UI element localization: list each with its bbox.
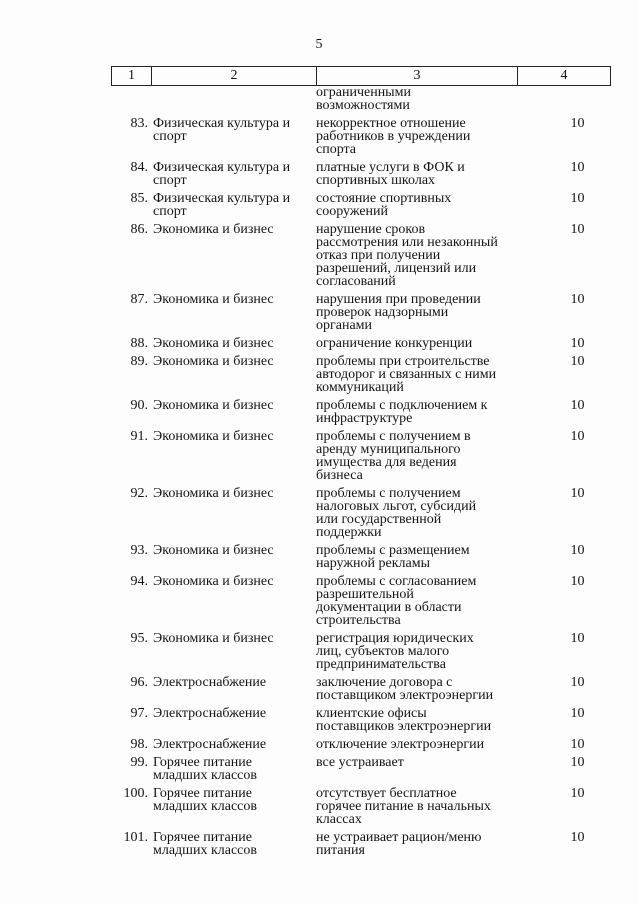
table-row	[111, 787, 611, 826]
problem-line: нарушение сроков	[316, 222, 426, 237]
problem-line: предпринимательства	[316, 657, 446, 672]
problem-line: строительства	[316, 613, 401, 628]
table-row	[111, 223, 611, 288]
row-score: 10	[570, 543, 585, 558]
problem-line: заключение договора с	[316, 675, 453, 690]
row-number: 97.	[130, 706, 148, 721]
category-line: Горячее питание	[153, 830, 252, 845]
problem-line: классах	[316, 812, 362, 827]
problem-line: коммуникаций	[316, 380, 404, 395]
row-score: 10	[570, 292, 585, 307]
row-category	[148, 355, 311, 394]
row-number: 93.	[130, 543, 148, 558]
row-score	[514, 86, 611, 112]
row-number: 95.	[130, 631, 148, 646]
problem-line: отказ при получении	[316, 248, 441, 263]
category-line: Экономика и бизнес	[153, 429, 274, 444]
problem-line: проблемы с размещением	[316, 543, 470, 558]
problem-line: или государственной	[316, 512, 442, 527]
category-line: Экономика и бизнес	[153, 543, 274, 558]
problem-line: отключение электроэнергии	[316, 737, 485, 752]
table-row	[111, 756, 611, 782]
row-score: 10	[570, 786, 585, 801]
category-line: Экономика и бизнес	[153, 354, 274, 369]
problem-line: ограниченными	[316, 85, 411, 100]
problem-line: органами	[316, 318, 373, 333]
problem-line: проблемы при строительстве	[316, 354, 490, 369]
row-category	[148, 738, 311, 751]
table-row	[111, 293, 611, 332]
problem-line: платные услуги в ФОК и	[316, 160, 465, 175]
problem-line: питания	[316, 843, 365, 858]
row-category	[148, 117, 311, 156]
row-number: 98.	[130, 737, 148, 752]
problem-line: проверок надзорными	[316, 305, 449, 320]
row-problem	[311, 399, 514, 425]
category-line: Физическая культура и	[153, 191, 291, 206]
row-number: 90.	[130, 398, 148, 413]
row-score: 10	[570, 830, 585, 845]
table-row	[111, 192, 611, 218]
row-score: 10	[570, 737, 585, 752]
row-problem	[311, 632, 514, 671]
row-category	[148, 487, 311, 539]
row-problem	[311, 831, 514, 857]
row-category	[148, 676, 311, 702]
row-number: 83.	[130, 116, 148, 131]
category-line: Экономика и бизнес	[153, 292, 274, 307]
row-number: 88.	[130, 336, 148, 351]
category-line: Экономика и бизнес	[153, 631, 274, 646]
table-row	[111, 161, 611, 187]
row-number: 101.	[123, 830, 148, 845]
row-category	[148, 707, 311, 733]
row-score: 10	[570, 631, 585, 646]
row-score: 10	[570, 398, 585, 413]
problem-line: спортивных школах	[316, 173, 436, 188]
table-row	[111, 487, 611, 539]
row-score: 10	[570, 755, 585, 770]
problem-line: нарушения при проведении	[316, 292, 481, 307]
problem-line: состояние спортивных	[316, 191, 452, 206]
problem-line: наружной рекламы	[316, 556, 430, 571]
problem-line: спорта	[316, 142, 357, 157]
row-score: 10	[570, 574, 585, 589]
row-problem	[311, 86, 514, 112]
row-category	[148, 787, 311, 826]
category-line: Горячее питание	[153, 786, 252, 801]
category-line: Физическая культура и	[153, 160, 291, 175]
problem-line: ограничение конкуренции	[316, 336, 473, 351]
row-score: 10	[570, 706, 585, 721]
row-problem	[311, 117, 514, 156]
table-row	[111, 575, 611, 627]
table-row	[111, 544, 611, 570]
problem-line: проблемы с подключением к	[316, 398, 488, 413]
header-col-2: 2	[152, 67, 317, 85]
problem-line: регистрация юридических	[316, 631, 474, 646]
row-number: 99.	[130, 755, 148, 770]
row-category	[148, 161, 311, 187]
table-row	[111, 355, 611, 394]
problem-line: проблемы с согласованием	[316, 574, 477, 589]
category-line: спорт	[153, 129, 187, 144]
problem-line: поставщиком электроэнергии	[316, 688, 494, 703]
table-row	[111, 632, 611, 671]
category-line: Электроснабжение	[153, 675, 267, 690]
row-score: 10	[570, 429, 585, 444]
category-line: спорт	[153, 204, 187, 219]
row-problem	[311, 293, 514, 332]
problem-line: проблемы с получением	[316, 486, 461, 501]
problem-line: клиентские офисы	[316, 706, 427, 721]
row-score: 10	[570, 675, 585, 690]
row-problem	[311, 487, 514, 539]
problem-line: горячее питание в начальных	[316, 799, 491, 814]
row-number: 87.	[130, 292, 148, 307]
problem-line: документации в области	[316, 600, 462, 615]
row-score: 10	[570, 160, 585, 175]
table-row	[111, 117, 611, 156]
problem-line: инфраструктуре	[316, 411, 413, 426]
row-category	[148, 831, 311, 857]
category-line: Экономика и бизнес	[153, 398, 274, 413]
problem-line: поддержки	[316, 525, 382, 540]
row-category	[148, 192, 311, 218]
category-line: Физическая культура и	[153, 116, 291, 131]
problem-line: отсутствует бесплатное	[316, 786, 457, 801]
row-score: 10	[570, 336, 585, 351]
row-problem	[311, 161, 514, 187]
category-line: младших классов	[153, 843, 257, 858]
row-score: 10	[570, 116, 585, 131]
row-problem	[311, 544, 514, 570]
row-number: 96.	[130, 675, 148, 690]
row-category	[148, 575, 311, 627]
page-number: 5	[315, 37, 323, 52]
row-problem	[311, 676, 514, 702]
problem-line: бизнеса	[316, 468, 363, 483]
problem-line: все устраивает	[316, 755, 404, 770]
row-problem	[311, 430, 514, 482]
row-problem	[311, 738, 514, 751]
table-row	[111, 707, 611, 733]
row-category	[148, 756, 311, 782]
category-line: Экономика и бизнес	[153, 486, 274, 501]
row-category	[148, 86, 311, 112]
row-score: 10	[570, 486, 585, 501]
table-row	[111, 676, 611, 702]
row-score: 10	[570, 222, 585, 237]
table-row	[111, 337, 611, 350]
row-number: 86.	[130, 222, 148, 237]
table-row	[111, 831, 611, 857]
row-category	[148, 293, 311, 332]
problem-line: имущества для ведения	[316, 455, 457, 470]
header-col-3: 3	[317, 67, 518, 85]
row-problem	[311, 192, 514, 218]
row-category	[148, 223, 311, 288]
problem-line: аренду муниципального	[316, 442, 461, 457]
row-number	[111, 86, 148, 112]
problem-line: лиц, субъектов малого	[316, 644, 450, 659]
row-category	[148, 544, 311, 570]
category-line: Экономика и бизнес	[153, 336, 274, 351]
header-col-4: 4	[560, 68, 568, 83]
category-line: Экономика и бизнес	[153, 222, 274, 237]
table-row	[111, 430, 611, 482]
row-number: 92.	[130, 486, 148, 501]
category-line: Электроснабжение	[153, 737, 267, 752]
row-problem	[311, 575, 514, 627]
problem-line: поставщиков электроэнергии	[316, 719, 492, 734]
category-line: младших классов	[153, 799, 257, 814]
row-problem	[311, 355, 514, 394]
row-score: 10	[570, 191, 585, 206]
table-row	[111, 86, 611, 112]
category-line: Электроснабжение	[153, 706, 267, 721]
problem-line: налоговых льгот, субсидий	[316, 499, 477, 514]
problem-line: сооружений	[316, 204, 389, 219]
problem-line: проблемы с получением в	[316, 429, 471, 444]
problem-line: разрешительной	[316, 587, 414, 602]
row-number: 91.	[130, 429, 148, 444]
row-score: 10	[570, 354, 585, 369]
row-number: 85.	[130, 191, 148, 206]
table-row	[111, 399, 611, 425]
problem-line: возможностями	[316, 98, 410, 113]
category-line: спорт	[153, 173, 187, 188]
row-category	[148, 399, 311, 425]
header-col-1: 1	[112, 67, 152, 85]
problem-line: согласований	[316, 274, 396, 289]
row-problem	[311, 787, 514, 826]
row-problem	[311, 707, 514, 733]
row-problem	[311, 756, 514, 782]
row-category	[148, 337, 311, 350]
category-line: Горячее питание	[153, 755, 252, 770]
category-line: младших классов	[153, 768, 257, 783]
problem-line: автодорог и связанных с ними	[316, 367, 497, 382]
row-number: 84.	[130, 160, 148, 175]
problem-line: некорректное отношение	[316, 116, 466, 131]
problem-line: не устраивает рацион/меню	[316, 830, 482, 845]
row-number: 100.	[123, 786, 148, 801]
table-header	[111, 66, 611, 86]
category-line: Экономика и бизнес	[153, 574, 274, 589]
row-number: 89.	[130, 354, 148, 369]
row-category	[148, 430, 311, 482]
row-number: 94.	[130, 574, 148, 589]
row-problem	[311, 337, 514, 350]
table-row	[111, 738, 611, 751]
table-body	[111, 86, 611, 857]
problem-line: разрешений, лицензий или	[316, 261, 477, 276]
problem-line: работников в учреждении	[316, 129, 471, 144]
row-category	[148, 632, 311, 671]
problem-line: рассмотрения или незаконный	[316, 235, 498, 250]
row-problem	[311, 223, 514, 288]
